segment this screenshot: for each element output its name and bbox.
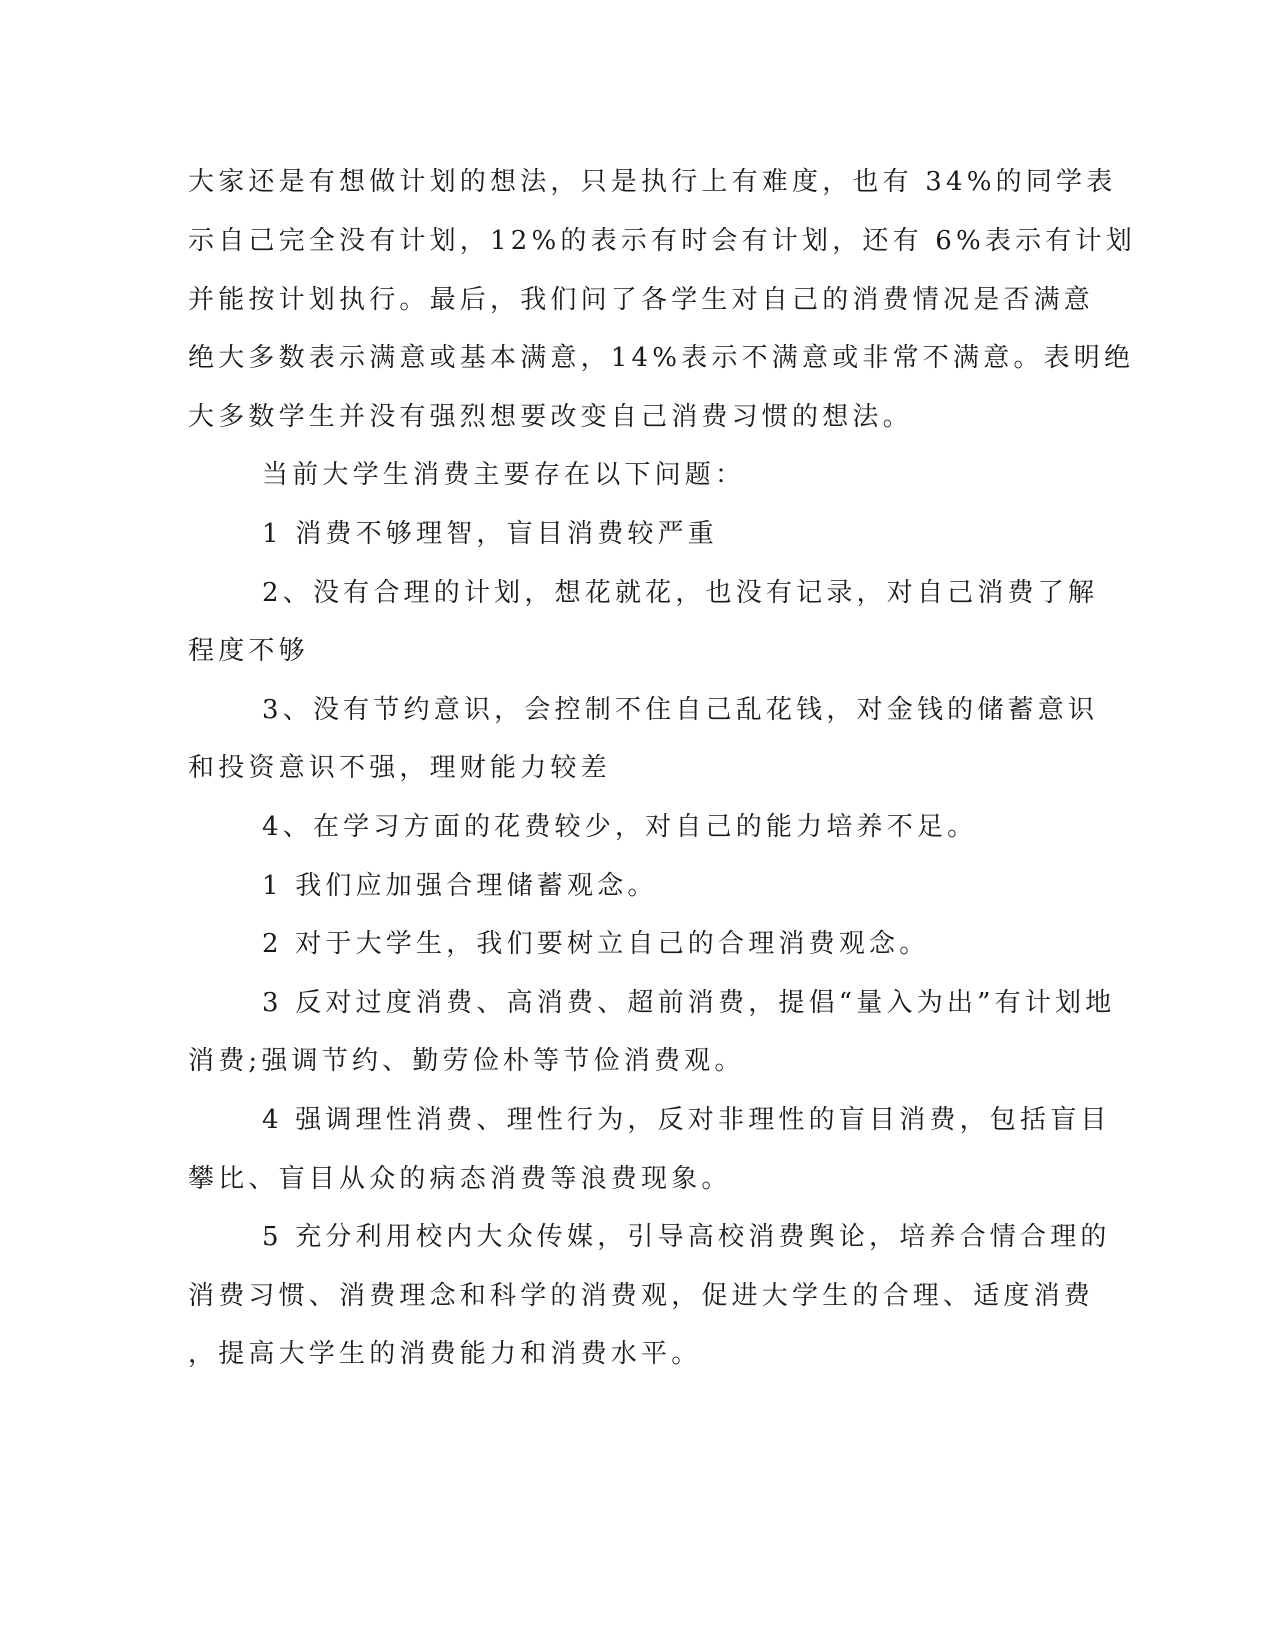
paragraph-line: 绝大多数表示满意或基本满意，14%表示不满意或非常不满意。表明绝 bbox=[188, 343, 1135, 373]
problem-item: 1 消费不够理智，盲目消费较严重 bbox=[262, 519, 719, 549]
section-intro: 当前大学生消费主要存在以下问题： bbox=[262, 460, 746, 490]
suggestion-item: 2 对于大学生，我们要树立自己的合理消费观念。 bbox=[262, 929, 930, 959]
suggestion-item: 3 反对过度消费、高消费、超前消费，提倡“量入为出”有计划地 bbox=[262, 988, 1116, 1018]
suggestion-item: 4 强调理性消费、理性行为，反对非理性的盲目消费，包括盲目 bbox=[262, 1105, 1111, 1135]
problem-item-continuation: 和投资意识不强，理财能力较差 bbox=[188, 753, 611, 783]
suggestion-item: 1 我们应加强合理储蓄观念。 bbox=[262, 871, 658, 901]
problem-item: 3、没有节约意识，会控制不住自己乱花钱，对金钱的储蓄意识 bbox=[262, 695, 1099, 725]
problem-item: 2、没有合理的计划，想花就花，也没有记录，对自己消费了解 bbox=[262, 578, 1099, 608]
suggestion-item: 5 充分利用校内大众传媒，引导高校消费舆论，培养合情合理的 bbox=[262, 1222, 1111, 1252]
problem-item-continuation: 程度不够 bbox=[188, 636, 309, 666]
suggestion-item-continuation: 攀比、盲目从众的病态消费等浪费现象。 bbox=[188, 1164, 732, 1194]
problem-item: 4、在学习方面的花费较少，对自己的能力培养不足。 bbox=[262, 812, 978, 842]
suggestion-item-continuation: 消费习惯、消费理念和科学的消费观，促进大学生的合理、适度消费 bbox=[188, 1281, 1095, 1311]
paragraph-line: 大家还是有想做计划的想法，只是执行上有难度，也有 34%的同学表 bbox=[188, 167, 1117, 197]
paragraph-line: 大多数学生并没有强烈想要改变自己消费习惯的想法。 bbox=[188, 402, 913, 432]
suggestion-item-continuation: 消费;强调节约、勤劳俭朴等节俭消费观。 bbox=[188, 1046, 745, 1076]
paragraph-line: 并能按计划执行。最后，我们问了各学生对自己的消费情况是否满意 bbox=[188, 285, 1095, 315]
suggestion-item-continuation: ，提高大学生的消费能力和消费水平。 bbox=[188, 1339, 702, 1369]
paragraph-line: 示自己完全没有计划，12%的表示有时会有计划，还有 6%表示有计划 bbox=[188, 226, 1136, 256]
